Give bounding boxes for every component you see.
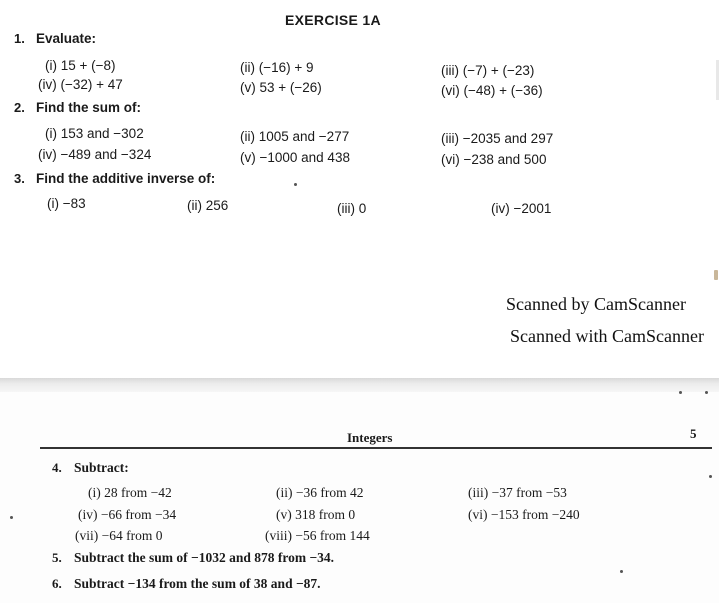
- question-4-number: 4.: [52, 460, 62, 475]
- q4-item-v: (v) 318 from 0: [276, 507, 356, 522]
- q1-item-iv: (iv) (−32) + 47: [38, 77, 123, 92]
- question-6-number: 6.: [52, 576, 62, 591]
- header-rule: [40, 447, 712, 449]
- camscanner-watermark-1: Scanned by CamScanner: [506, 294, 686, 314]
- scan-speck: [620, 570, 623, 573]
- camscanner-watermark-2: Scanned with CamScanner: [510, 326, 704, 346]
- scan-page-bottom: [0, 392, 719, 603]
- q1-item-iii: (iii) (−7) + (−23): [441, 63, 535, 78]
- scan-speck: [709, 475, 712, 478]
- q2-item-vi: (vi) −238 and 500: [441, 152, 547, 167]
- question-4-text: Subtract:: [74, 460, 129, 475]
- q4-item-ii: (ii) −36 from 42: [276, 485, 364, 500]
- q2-item-iv: (iv) −489 and −324: [38, 147, 152, 162]
- q3-item-iii: (iii) 0: [337, 201, 367, 216]
- question-3-text: Find the additive inverse of:: [36, 171, 216, 186]
- scan-speck: [679, 391, 682, 394]
- scan-speck: [705, 391, 708, 394]
- question-3-number: 3.: [14, 171, 25, 186]
- exercise-title: EXERCISE 1A: [285, 12, 381, 28]
- q2-item-iii: (iii) −2035 and 297: [441, 131, 554, 146]
- page-gap: [0, 378, 719, 392]
- question-1-number: 1.: [14, 31, 25, 46]
- q2-item-v: (v) −1000 and 438: [240, 150, 350, 165]
- question-6-text: Subtract −134 from the sum of 38 and −87.: [74, 576, 321, 591]
- q4-item-viii: (viii) −56 from 144: [265, 528, 370, 543]
- running-header: Integers: [347, 430, 393, 445]
- question-1-text: Evaluate:: [36, 31, 97, 46]
- q4-item-i: (i) 28 from −42: [88, 485, 172, 500]
- q1-item-v: (v) 53 + (−26): [240, 80, 322, 95]
- q4-item-iii: (iii) −37 from −53: [468, 485, 567, 500]
- q4-item-iv: (iv) −66 from −34: [78, 507, 177, 522]
- question-2-text: Find the sum of:: [36, 100, 141, 115]
- q2-item-i: (i) 153 and −302: [45, 126, 144, 141]
- scan-speck: [714, 270, 718, 280]
- q3-item-ii: (ii) 256: [187, 198, 229, 213]
- q3-item-iv: (iv) −2001: [491, 201, 552, 216]
- question-2-number: 2.: [14, 100, 25, 115]
- q3-item-i: (i) −83: [47, 196, 86, 211]
- q2-item-ii: (ii) 1005 and −277: [240, 129, 350, 144]
- question-5-text: Subtract the sum of −1032 and 878 from −34.: [74, 550, 335, 565]
- q1-item-ii: (ii) (−16) + 9: [240, 60, 314, 75]
- scan-speck: [294, 183, 297, 186]
- q4-item-vi: (vi) −153 from −240: [468, 507, 580, 522]
- q4-item-vii: (vii) −64 from 0: [75, 528, 163, 543]
- page-number: 5: [690, 426, 697, 441]
- q1-item-i: (i) 15 + (−8): [45, 58, 116, 73]
- q1-item-vi: (vi) (−48) + (−36): [441, 83, 543, 98]
- question-5-number: 5.: [52, 550, 62, 565]
- scan-speck: [10, 516, 13, 519]
